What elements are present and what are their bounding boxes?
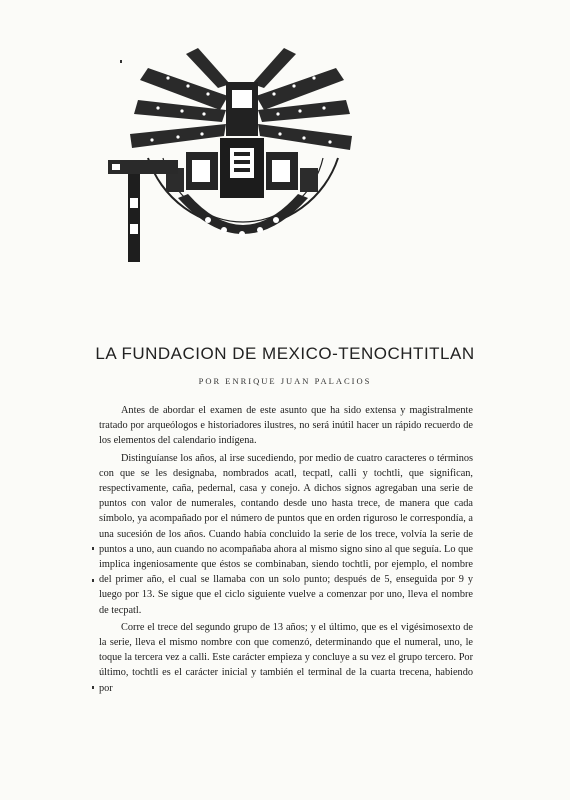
body-paragraph: Antes de abordar el examen de este asunto que ha sido extensa y magistralmente tratado por arqueólogos e historiadores ilustres, no será inútil hacer un rápido recuerdo de los elementos del calendario indígena. xyxy=(99,405,473,447)
margin-mark xyxy=(120,60,122,63)
body-paragraph: Distinguíanse los años, al irse sucediendo, por medio de cuatro caracteres o términos con que se les designaba, nombrados acatl, tecpatl, calli y tochtli, que significan, respectivamente, caña, pedernal, casa y conejo. A dichos signos agregaban una serie de puntos con valor de numerales, contando desde uno hasta trece, de manera que cada símbolo, ya acompañado por el número de puntos que en orden riguroso le correspondía, a una sucesión de los años. Cuando había concluido la serie de los trece, volvía la serie de puntos a uno, aun cuando no acompañaba ahora al mismo signo sino al que seguía. Lo que implica ingeniosamente que éstos se combinaban, siendo tochtli, por ejemplo, el nombre del primer año, el cual se llamaba con un solo punto; después de 5, enseguida por 9 y luego por 13. Se sigue que el ciclo siguiente vuelve a comenzar por uno, lleva el nombre de tecpatl. xyxy=(99,452,473,616)
margin-mark xyxy=(92,547,94,550)
body-paragraph: Corre el trece del segundo grupo de 13 años; y el último, que es el vigésimosexto de la serie, lleva el mismo nombre con que comenzó, determinando que el numeral, uno, le toque la tercera vez a calli. Este carácter empieza y concluye a su vez el grupo tercero. Por último, tochtli es el carácter inicial y también el terminal de la cuarta trecena, habiendo por xyxy=(99,621,473,694)
emblem-lower-band xyxy=(178,194,308,237)
article-body xyxy=(99,403,473,696)
article-title: LA FUNDACION DE MEXICO-TENOCHTITLAN xyxy=(95,344,475,363)
article-byline: POR ENRIQUE JUAN PALACIOS xyxy=(198,376,372,386)
margin-mark xyxy=(92,579,94,582)
aztec-emblem-illustration xyxy=(108,48,370,263)
emblem-central-figure xyxy=(220,82,264,198)
margin-mark xyxy=(92,686,94,689)
